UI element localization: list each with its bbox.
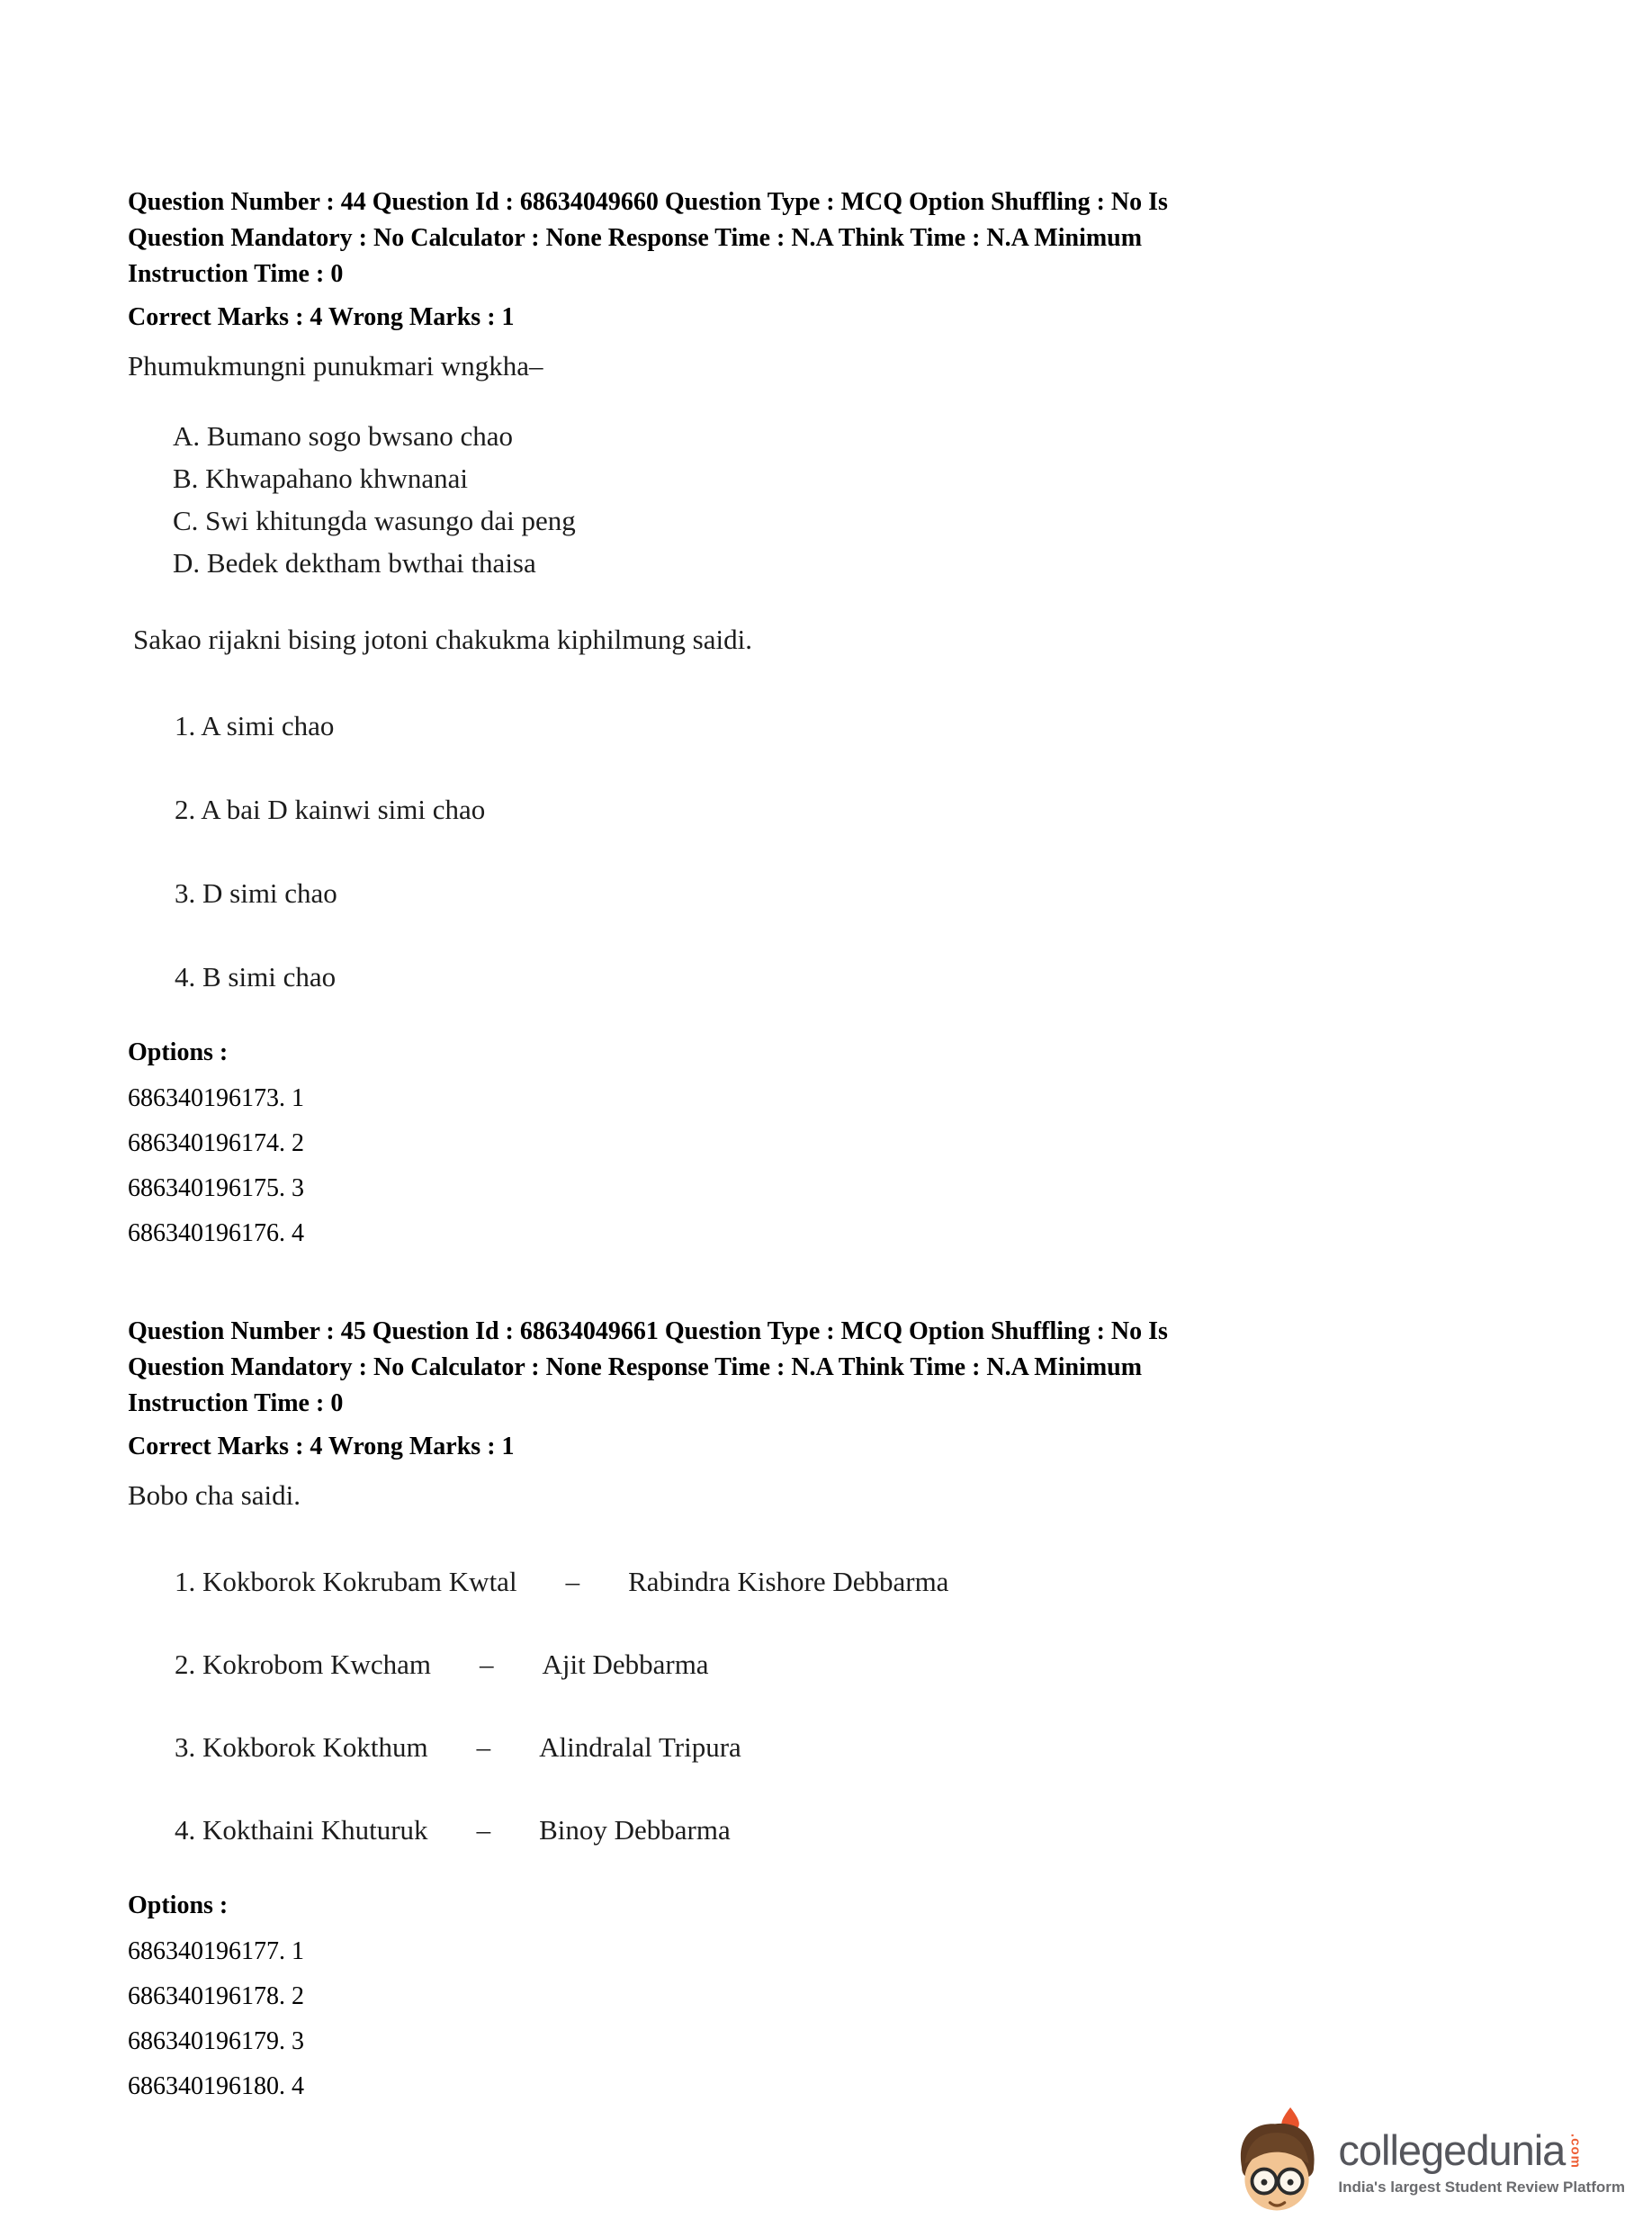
brand-suffix: .com (1567, 2134, 1584, 2170)
option-id: 686340196178. 2 (128, 1982, 304, 2010)
question-text: Phumukmungni punukmari wngkha– (128, 350, 543, 382)
question-sub-options (173, 415, 1537, 584)
brand-row (1338, 2128, 1625, 2173)
match-pair (175, 1729, 1537, 1765)
marks-line: Correct Marks : 4 Wrong Marks : 1 (128, 303, 515, 331)
question-meta-line: Question Mandatory : No Calculator : None Response Time : N.A Think Time : N.A Minimum (128, 224, 1143, 252)
match-pair-dash: – (476, 1731, 491, 1763)
match-pair-right: Rabindra Kishore Debbarma (628, 1566, 949, 1597)
match-pair-dash: – (476, 1814, 491, 1846)
question-statement: Sakao rijakni bising jotoni chakukma kiphilmung saidi. (133, 624, 752, 655)
sub-option: A. Bumano sogo bwsano chao (173, 420, 513, 452)
sub-option: B. Khwapahano khwnanai (173, 463, 468, 494)
option-id: 686340196174. 2 (128, 1129, 304, 1157)
question-text: Bobo cha saidi. (128, 1479, 301, 1511)
answer-choice: 4. B simi chao (175, 961, 337, 993)
answer-choice: 1. A simi chao (175, 710, 335, 741)
page-content (128, 184, 1537, 2109)
sub-option: C. Swi khitungda wasungo dai peng (173, 505, 576, 536)
match-pair-left: 4. Kokthaini Khuturuk (175, 1814, 428, 1846)
marks-line: Correct Marks : 4 Wrong Marks : 1 (128, 1433, 515, 1460)
brand-name: collegedunia (1338, 2126, 1566, 2174)
match-pair-left: 3. Kokborok Kokthum (175, 1731, 428, 1763)
question-44-block (128, 184, 1537, 1256)
option-id: 686340196173. 1 (128, 1084, 304, 1112)
match-pair-right: Ajit Debbarma (542, 1649, 709, 1680)
option-id: 686340196177. 1 (128, 1937, 304, 1965)
question-meta-line: Question Mandatory : No Calculator : None Response Time : N.A Think Time : N.A Minimum (128, 1353, 1143, 1381)
answer-choice: 2. A bai D kainwi simi chao (175, 794, 486, 825)
option-id: 686340196176. 4 (128, 1219, 304, 1247)
options-label: Options : (128, 1038, 229, 1066)
match-pair-left: 2. Kokrobom Kwcham (175, 1649, 431, 1680)
answer-choice: 3. D simi chao (175, 877, 337, 909)
question-meta-line: Instruction Time : 0 (128, 1389, 344, 1417)
option-id: 686340196179. 3 (128, 2027, 304, 2055)
collegedunia-mascot-icon (1228, 2107, 1325, 2217)
match-pair-right: Binoy Debbarma (539, 1814, 731, 1846)
option-id: 686340196175. 3 (128, 1174, 304, 1202)
question-meta-line: Question Number : 44 Question Id : 68634049660 Question Type : MCQ Option Shuffling : No Is (128, 188, 1168, 216)
question-45-meta (128, 1314, 1537, 1422)
match-pair (175, 1812, 1537, 1848)
brand-text (1338, 2128, 1625, 2197)
match-pair (175, 1647, 1537, 1683)
match-pair-left: 1. Kokborok Kokrubam Kwtal (175, 1566, 517, 1597)
match-pair-dash: – (479, 1649, 494, 1680)
sub-option: D. Bedek dektham bwthai thaisa (173, 547, 536, 579)
option-id: 686340196180. 4 (128, 2072, 304, 2100)
match-pair-dash: – (565, 1566, 580, 1597)
question-44-meta (128, 184, 1537, 292)
question-45-block (128, 1314, 1537, 2109)
question-meta-line: Question Number : 45 Question Id : 68634049661 Question Type : MCQ Option Shuffling : No Is (128, 1317, 1168, 1345)
match-pair-right: Alindralal Tripura (539, 1731, 741, 1763)
collegedunia-logo (1228, 2107, 1625, 2217)
brand-tagline: India's largest Student Review Platform (1338, 2179, 1625, 2196)
match-pair (175, 1564, 1537, 1600)
question-meta-line: Instruction Time : 0 (128, 260, 344, 288)
options-label: Options : (128, 1891, 229, 1919)
